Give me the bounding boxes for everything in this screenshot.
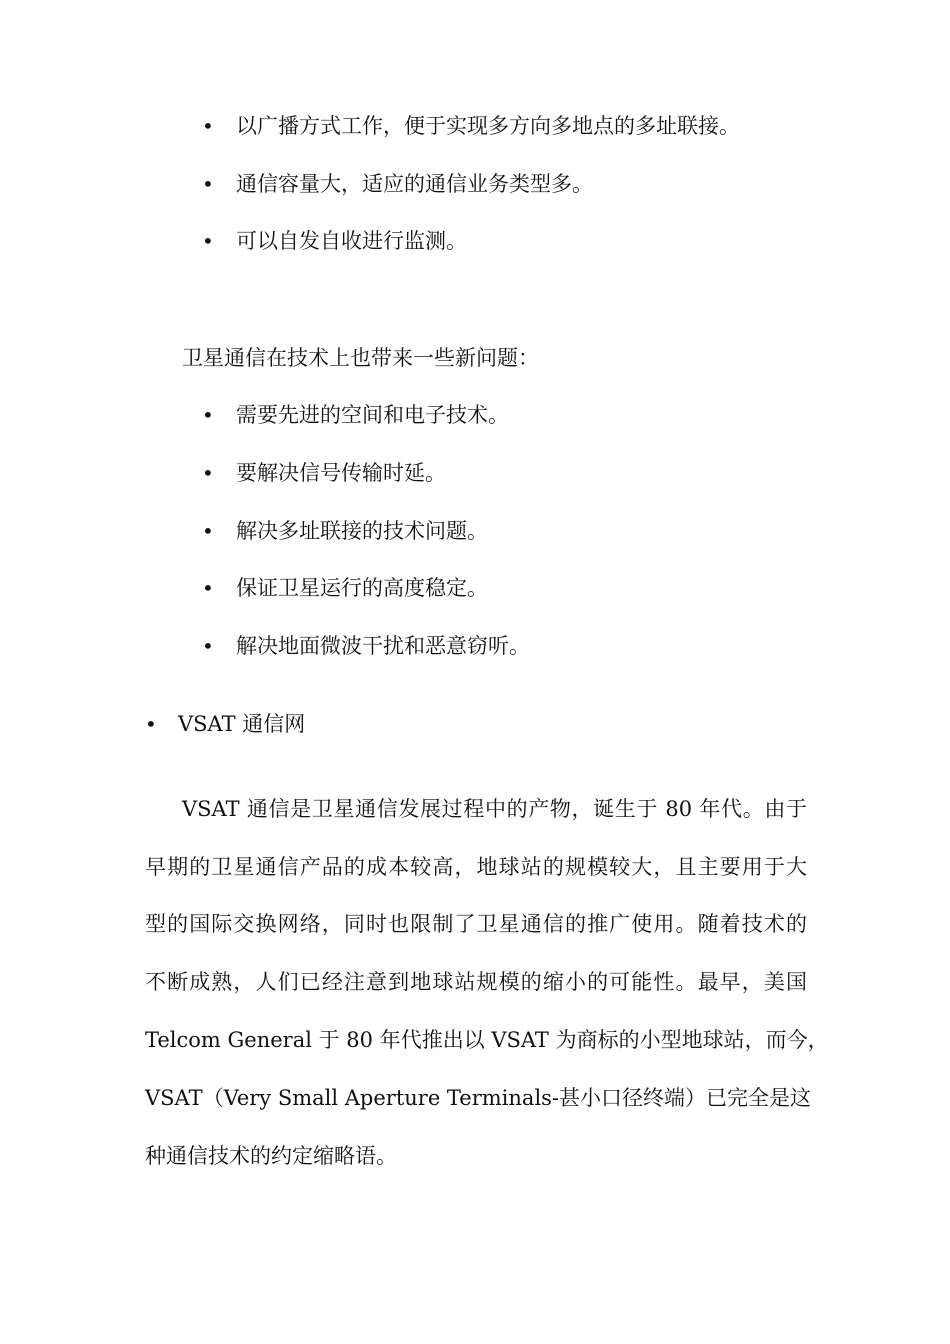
list-item: 解决多址联接的技术问题。 bbox=[236, 519, 488, 543]
paragraph-line: 早期的卫星通信产品的成本较高，地球站的规模较大，且主要用于大 bbox=[145, 855, 807, 879]
paragraph-line: 型的国际交换网络，同时也限制了卫星通信的推广使用。随着技术的 bbox=[145, 912, 807, 936]
paragraph-line: Telcom General 于 80 年代推出以 VSAT 为商标的小型地球站，而今， bbox=[145, 1028, 829, 1052]
bullet-marker: • bbox=[202, 634, 214, 658]
bullet-marker: • bbox=[202, 172, 214, 196]
paragraph-line: 种通信技术的约定缩略语。 bbox=[145, 1144, 397, 1168]
bullet-marker: • bbox=[202, 114, 214, 138]
bullet-marker: • bbox=[202, 519, 214, 543]
paragraph-line: 不断成熟，人们已经注意到地球站规模的缩小的可能性。最早，美国 bbox=[145, 970, 807, 994]
bullet-marker: • bbox=[202, 403, 214, 427]
paragraph-line: VSAT（Very Small Aperture Terminals-甚小口径终端）已完全是这 bbox=[145, 1086, 812, 1110]
bullet-marker: • bbox=[202, 576, 214, 600]
list-item: 保证卫星运行的高度稳定。 bbox=[236, 576, 488, 600]
list-item: 通信容量大，适应的通信业务类型多。 bbox=[236, 172, 593, 196]
list-item: 需要先进的空间和电子技术。 bbox=[236, 403, 509, 427]
list-item: 可以自发自收进行监测。 bbox=[236, 229, 467, 253]
section-heading: VSAT 通信网 bbox=[178, 712, 306, 736]
bullet-marker: • bbox=[202, 229, 214, 253]
bullet-marker: • bbox=[145, 712, 157, 736]
bullet-marker: • bbox=[202, 461, 214, 485]
list-item: 以广播方式工作，便于实现多方向多地点的多址联接。 bbox=[236, 114, 740, 138]
intro-text: 卫星通信在技术上也带来一些新问题： bbox=[182, 346, 539, 370]
list-item: 要解决信号传输时延。 bbox=[236, 461, 446, 485]
list-item: 解决地面微波干扰和恶意窃听。 bbox=[236, 634, 530, 658]
paragraph-line: VSAT 通信是卫星通信发展过程中的产物，诞生于 80 年代。由于 bbox=[182, 797, 807, 821]
